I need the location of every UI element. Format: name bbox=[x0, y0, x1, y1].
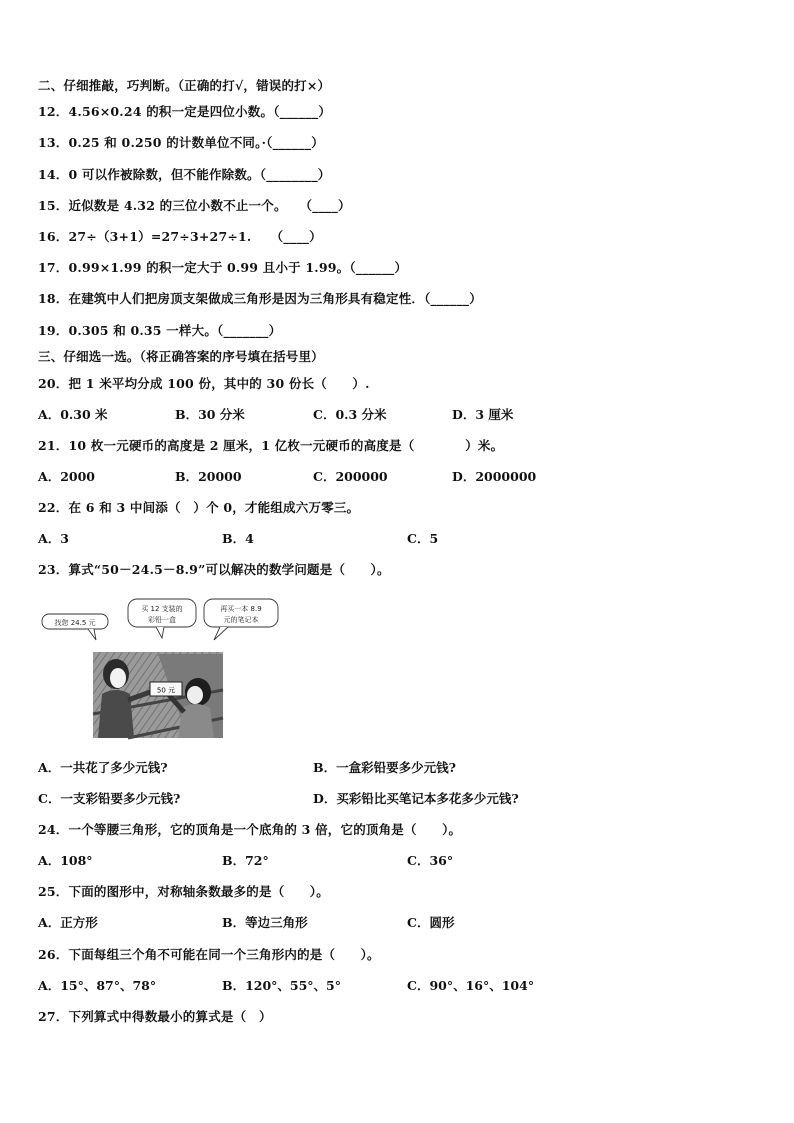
money-label: 50 元 bbox=[156, 686, 176, 695]
question-23-option-a: A．一共花了多少元钱? bbox=[38, 760, 168, 775]
question-21-option-d: D．2000000 bbox=[452, 469, 537, 484]
question-23-option-d: D．买彩铅比买笔记本多花多少元钱? bbox=[313, 791, 519, 806]
question-26-option-a: A．15°、87°、78° bbox=[38, 978, 157, 993]
question-25-option-c: C．圆形 bbox=[407, 915, 455, 930]
question-22-option-c: C．5 bbox=[407, 531, 439, 546]
question-15: 15．近似数是 4.32 的三位小数不止一个。 （____） bbox=[38, 198, 351, 213]
question-14: 14．0 可以作被除数，但不能作除数。（________） bbox=[38, 167, 331, 182]
question-21-option-a: A．2000 bbox=[38, 469, 95, 484]
question-20-option-d: D．3 厘米 bbox=[452, 407, 514, 422]
section3-header: 三、仔细选一选。（将正确答案的序号填在括号里） bbox=[38, 349, 324, 364]
question-20-option-b: B．30 分米 bbox=[175, 407, 245, 422]
shopping-illustration bbox=[38, 594, 284, 740]
question-21-stem: 21．10 枚一元硬币的高度是 2 厘米，1 亿枚一元硬币的高度是（ ）米。 bbox=[38, 438, 504, 453]
question-22-stem: 22．在 6 和 3 中间添（ ）个 0，才能组成六万零三。 bbox=[38, 500, 360, 515]
question-24-option-c: C．36° bbox=[407, 853, 454, 868]
question-13: 13．0.25 和 0.250 的计数单位不同。·（______） bbox=[38, 135, 324, 150]
question-25-option-b: B．等边三角形 bbox=[222, 915, 308, 930]
bubble-buy-pencils-line2: 彩铅一盒 bbox=[148, 616, 176, 624]
question-26-option-c: C．90°、16°、104° bbox=[407, 978, 535, 993]
question-17: 17．0.99×1.99 的积一定大于 0.99 且小于 1.99。（______） bbox=[38, 260, 408, 275]
question-12: 12．4.56×0.24 的积一定是四位小数。（______） bbox=[38, 104, 332, 119]
question-23-option-b: B．一盒彩铅要多少元钱? bbox=[313, 760, 456, 775]
question-24-stem: 24．一个等腰三角形，它的顶角是一个底角的 3 倍，它的顶角是（ ）。 bbox=[38, 822, 462, 837]
question-22-option-a: A．3 bbox=[38, 531, 69, 546]
question-20-option-a: A．0.30 米 bbox=[38, 407, 108, 422]
bubble-buy-pencils-line1: 买 12 支装的 bbox=[141, 605, 183, 613]
question-23-stem: 23．算式“50－24.5－8.9”可以解决的数学问题是（ ）。 bbox=[38, 562, 390, 577]
question-18: 18．在建筑中人们把房顶支架做成三角形是因为三角形具有稳定性．（______） bbox=[38, 291, 482, 306]
bubble-change: 找您 24.5 元 bbox=[54, 619, 96, 627]
question-23-option-c: C．一支彩铅要多少元钱? bbox=[38, 791, 181, 806]
question-21-option-c: C．200000 bbox=[313, 469, 388, 484]
question-26-option-b: B．120°、55°、5° bbox=[222, 978, 342, 993]
question-25-option-a: A．正方形 bbox=[38, 915, 98, 930]
bubble-buy-notebook-line2: 元的笔记本 bbox=[223, 616, 259, 624]
section2-header: 二、仔细推敲，巧判断。（正确的打√，错误的打×） bbox=[38, 78, 331, 93]
question-22-option-b: B．4 bbox=[222, 531, 254, 546]
question-25-stem: 25．下面的图形中，对称轴条数最多的是（ ）。 bbox=[38, 884, 329, 899]
question-27-stem: 27．下列算式中得数最小的算式是（ ） bbox=[38, 1009, 272, 1024]
question-20-stem: 20．把 1 米平均分成 100 份，其中的 30 份长（ ）. bbox=[38, 376, 370, 391]
question-24-option-a: A．108° bbox=[38, 853, 93, 868]
bubble-buy-notebook-line1: 再买一本 8.9 bbox=[220, 605, 262, 613]
question-20-option-c: C．0.3 分米 bbox=[313, 407, 387, 422]
question-26-stem: 26．下面每组三个角不可能在同一个三角形内的是（ ）。 bbox=[38, 947, 380, 962]
question-16: 16．27÷（3+1）=27÷3+27÷1. （____） bbox=[38, 229, 322, 244]
question-24-option-b: B．72° bbox=[222, 853, 269, 868]
question-19: 19．0.305 和 0.35 一样大。（_______） bbox=[38, 323, 282, 338]
question-21-option-b: B．20000 bbox=[175, 469, 242, 484]
